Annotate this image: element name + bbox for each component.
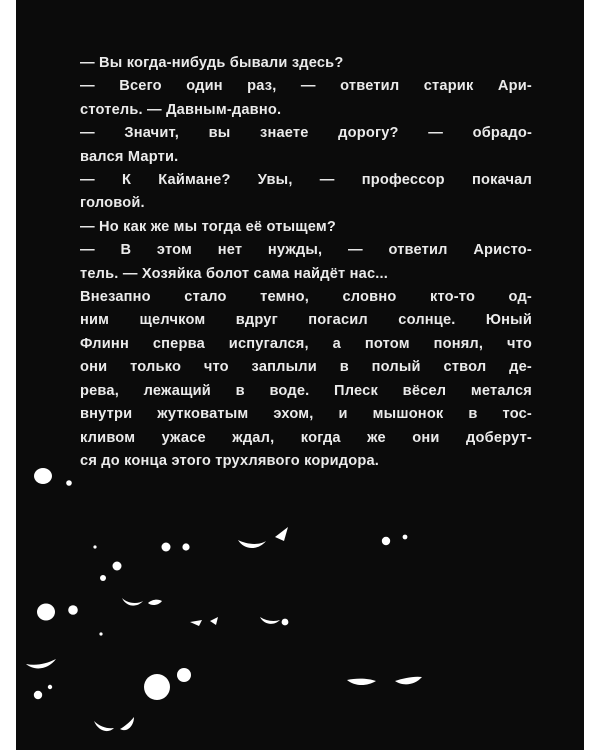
eyes-slanted-top — [238, 527, 288, 548]
text-line: — Значит, вы знаете дорогу? — обрадо- — [80, 125, 532, 142]
text-line: Внезапно стало темно, словно кто-то од- — [80, 289, 532, 306]
glowing-eyes-illustration — [16, 0, 584, 750]
eyes-pair-big-center — [144, 668, 191, 700]
eye-speck — [93, 545, 96, 548]
text-line: — В этом нет нужды, — ответил Аристо- — [80, 242, 532, 259]
text-line: тель. — Хозяйка болот сама найдёт нас... — [80, 265, 389, 282]
text-line: ся до конца этого трухлявого коридора. — [80, 452, 380, 469]
eyes-pair-sharp-center — [260, 617, 288, 625]
text-line: — Вы когда-нибудь бывали здесь? — [80, 55, 344, 71]
text-line: стотель. — Давным-давно. — [80, 101, 282, 118]
eyes-slit-left — [26, 659, 56, 668]
text-line: — Всего один раз, — ответил старик Ари- — [80, 78, 532, 95]
eyes-pair-small-left — [34, 685, 52, 699]
eyes-slits-right — [347, 677, 422, 685]
text-line: — К Каймане? Увы, — профессор покачал — [80, 172, 532, 189]
text-line: головой. — [80, 195, 145, 212]
text-line: внутри жутковатым эхом, и мышонок в тос- — [80, 406, 532, 423]
text-line: — Но как же мы тогда её отыщем? — [80, 218, 336, 235]
eyes-pair-small-center — [190, 617, 218, 626]
text-line: ним щелчком вдруг погасил солнце. Юный — [80, 312, 532, 329]
eyes-pair-large-left — [37, 604, 78, 621]
eyes-pair-right-top — [382, 535, 408, 546]
text-line: они только что заплыли в полый ствол де- — [80, 359, 532, 376]
text-line: кливом ужасе ждал, когда же они доберут- — [80, 429, 532, 446]
eyes-pair-left-top — [34, 468, 72, 486]
eyes-slanted-bottom — [94, 717, 134, 731]
book-page — [16, 0, 584, 750]
eye-speck — [99, 632, 102, 635]
eyes-slanted-mid — [122, 598, 162, 606]
eyes-pair-left-mid — [100, 562, 122, 582]
eyes-pair-center-top — [162, 543, 190, 552]
text-line: вался Марти. — [80, 148, 179, 165]
text-line: рева, лежащий в воде. Плеск вёсел метался — [80, 382, 532, 399]
text-line: Флинн сперва испугался, а потом понял, что — [80, 335, 532, 352]
